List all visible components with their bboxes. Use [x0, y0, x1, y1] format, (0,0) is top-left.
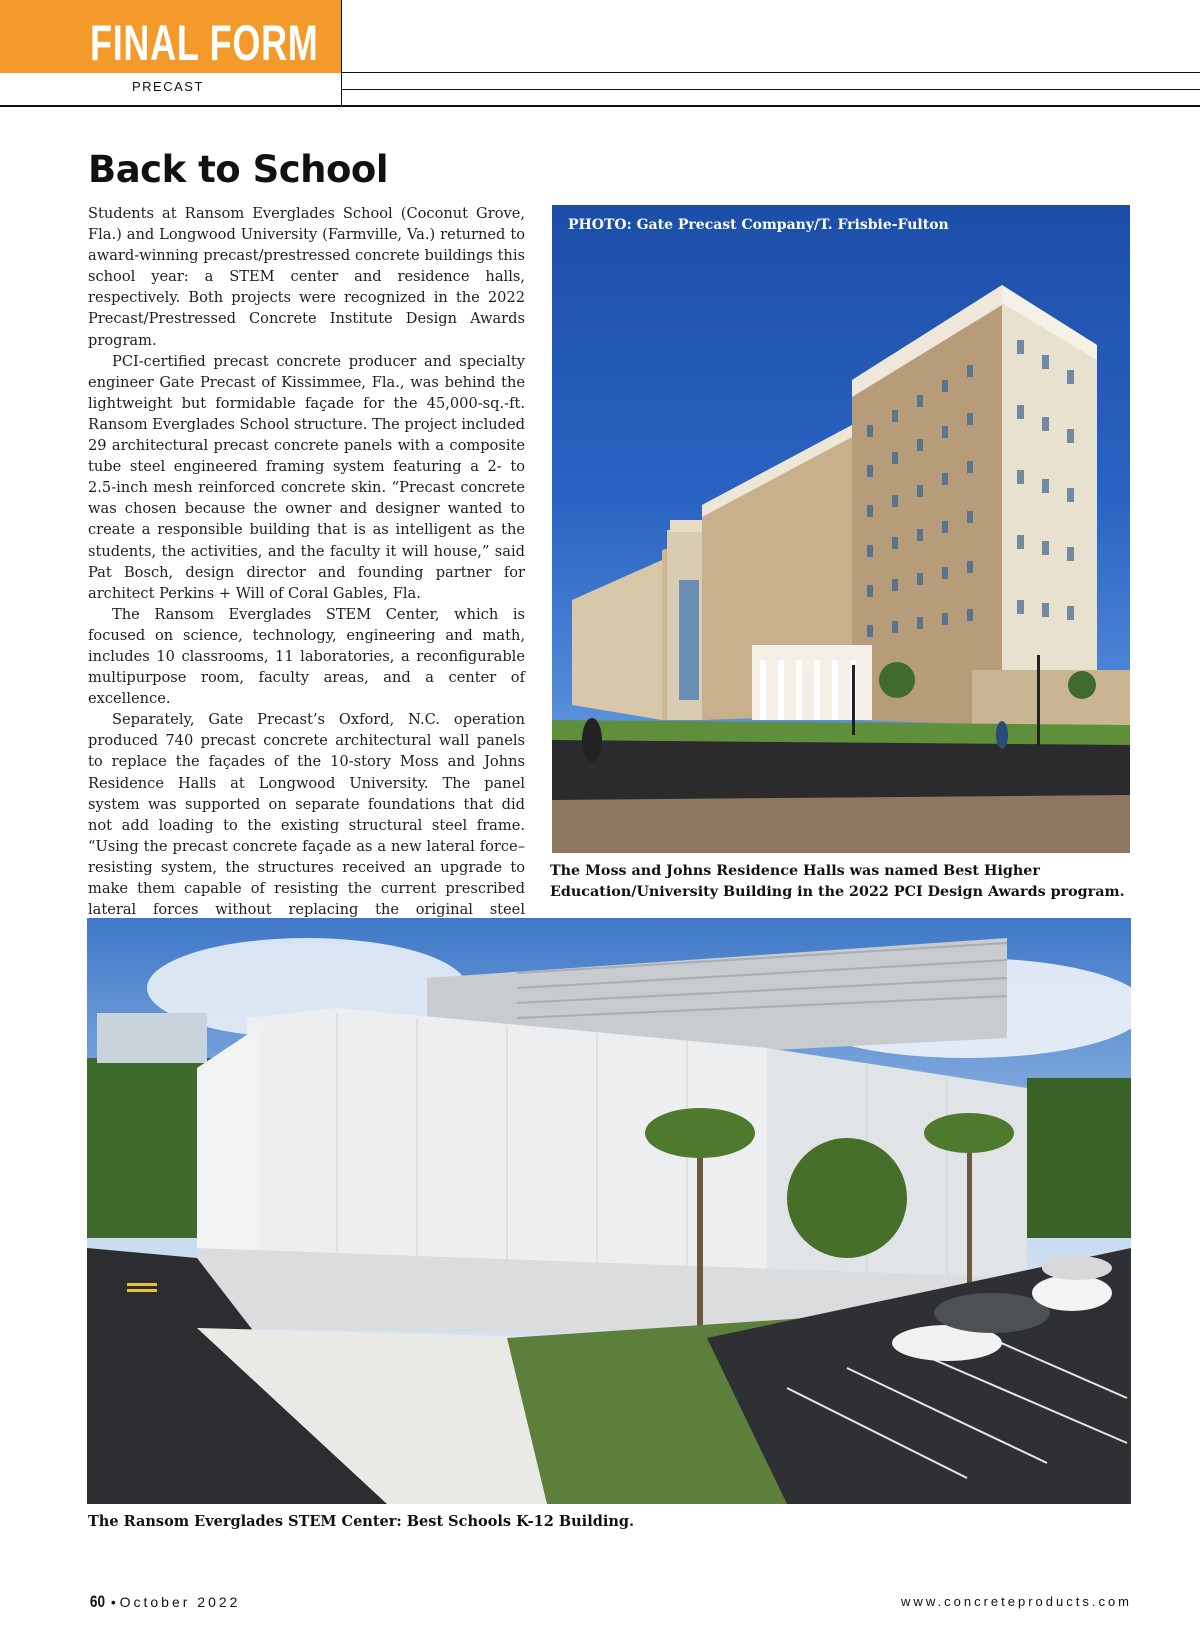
website-url: www.concreteproducts.com — [901, 1594, 1132, 1609]
photo-credit: PHOTO: Gate Precast Company/T. Frisbie-Fulton — [568, 217, 949, 233]
page-footer-left — [88, 1592, 240, 1612]
section-title: FINAL FORM — [90, 15, 319, 71]
article-body — [88, 203, 525, 962]
page-number: 60 — [89, 1592, 106, 1611]
article-paragraph: Separately, Gate Precast’s Oxford, N.C. operation produced 740 precast concrete architectural wall panels to replace the façades of the 10-story Moss and Johns Residence Halls at Longwood University. The panel system was supported on separate foundations that did not add loading to the existing structural steel frame. “Using the precast concrete façade as a new lateral force–resisting system, the structures received an upgrade to make them capable of resisting the current prescribed lateral forces without replacing the original steel — [88, 711, 525, 919]
header-rule-middle — [342, 89, 1200, 90]
stem-center-illustration — [87, 918, 1131, 1504]
residence-photo-caption: The Moss and Johns Residence Halls was named Best Higher Education/University Building in the 2022 PCI Design Awards program. — [550, 863, 1125, 900]
article-paragraph: PCI-certified precast concrete producer and specialty engineer Gate Precast of Kissimmee, Fla., was behind the lightweight but formidable façade for the 45,000-sq.-ft. Ransom Everglades School structure. The project included 29 architectural precast concrete panels with a composite tube steel engineered framing system featuring a 2- to 2.5-inch mesh reinforced concrete skin. “Precast concrete was chosen because the owner and designer wanted to create a responsible building that is as intelligent as the students, the activities, and the faculty it will house,” said Pat Bosch, design director and founding partner for architect Perkins + Will of Coral Gables, Fla. — [88, 352, 525, 602]
residence-halls-illustration — [552, 205, 1130, 853]
article-paragraph: Students at Ransom Everglades School (Coconut Grove, Fla.) and Longwood University (Farmville, Va.) returned to award-winning precast/prestressed concrete buildings this school year: a STEM center and residence halls, respectively. Both projects were recognized in the 2022 Precast/Prestressed Concrete Institute Design Awards program. — [88, 205, 525, 349]
issue-date: October 2022 — [119, 1594, 241, 1610]
footer-bullet: • — [110, 1594, 116, 1610]
stem-photo-caption: The Ransom Everglades STEM Center: Best Schools K-12 Building. — [88, 1513, 635, 1530]
header-rule-bottom — [0, 105, 1200, 107]
residence-halls-photo — [552, 205, 1130, 853]
stem-center-photo — [87, 918, 1131, 1504]
section-subtitle: PRECAST — [132, 79, 204, 94]
article-headline: Back to School — [88, 148, 389, 191]
article-paragraph: The Ransom Everglades STEM Center, which is focused on science, technology, engineering and math, includes 10 classrooms, 11 laboratories, a reconfigurable multipurpose room, faculty areas, and a center of excellence. — [88, 605, 525, 708]
header-divider-vertical — [341, 0, 342, 106]
header-rule-top — [342, 72, 1200, 73]
